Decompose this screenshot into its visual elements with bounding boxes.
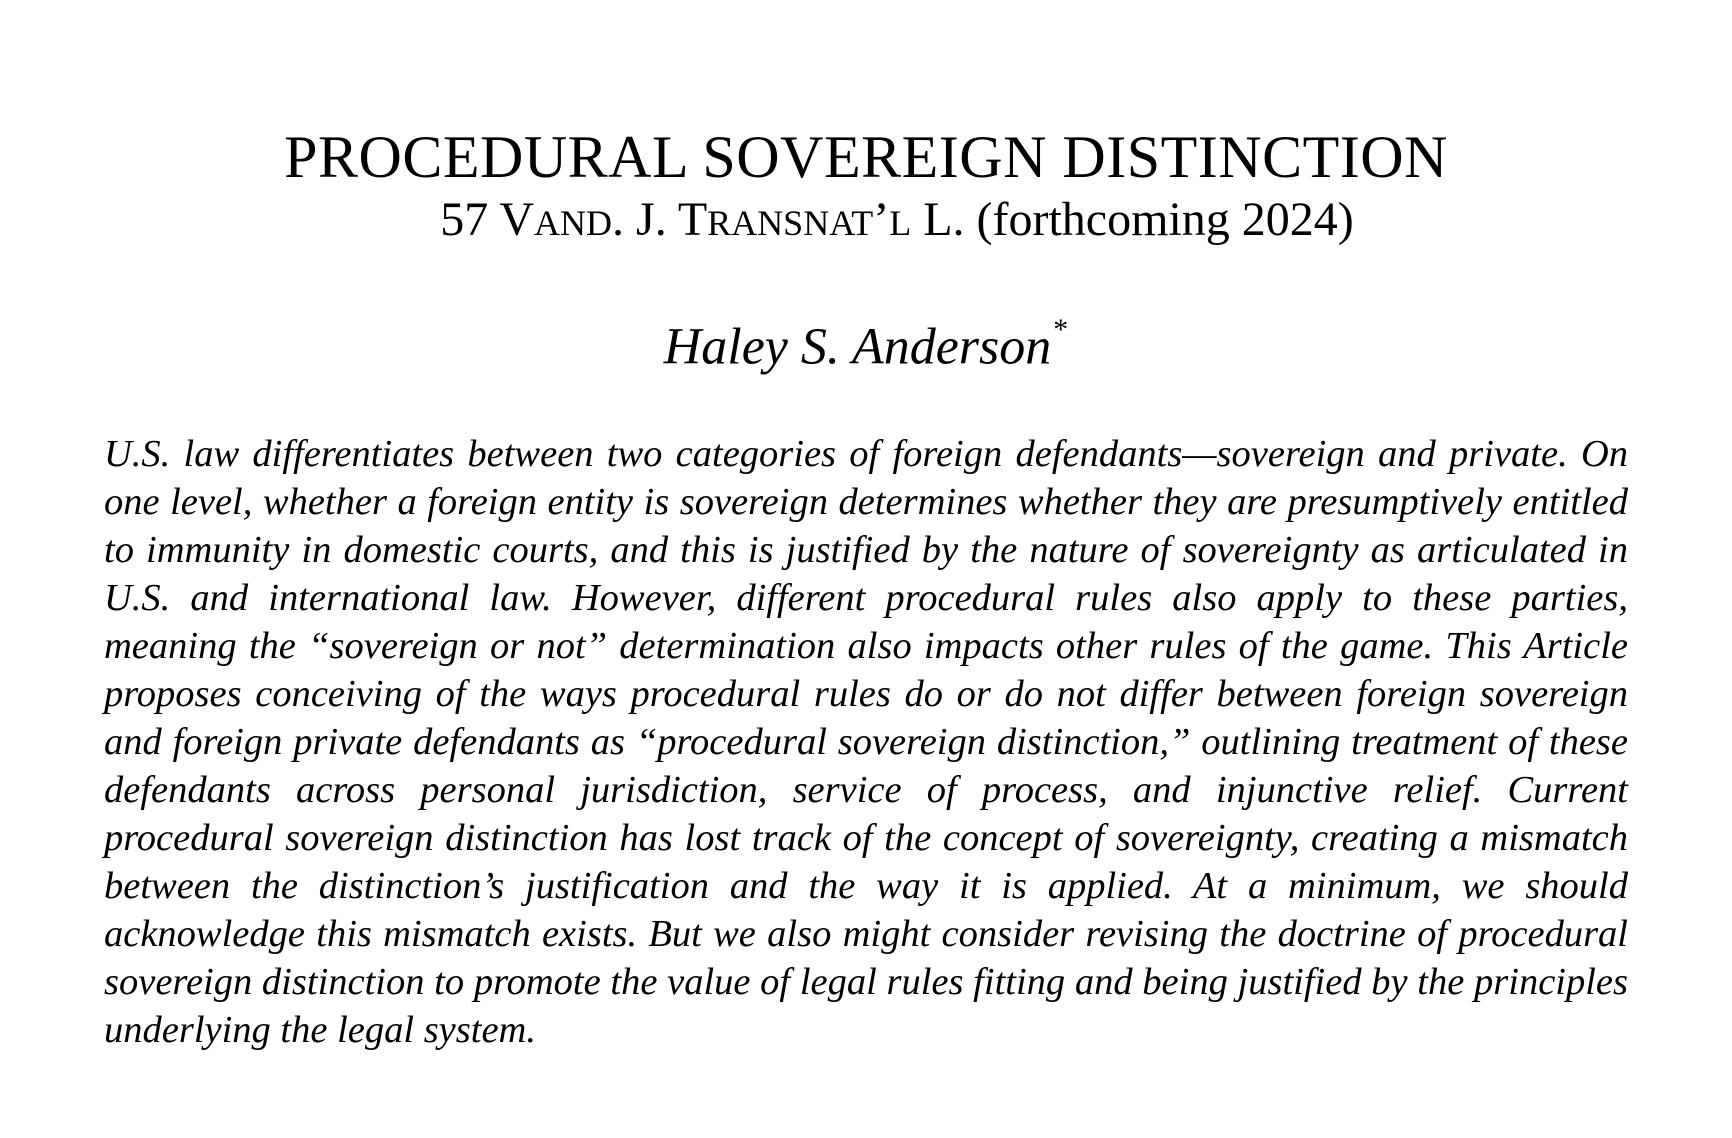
- journal-part: T: [677, 193, 708, 246]
- author-line: [0, 306, 1732, 377]
- journal-citation: [0, 192, 1732, 251]
- author-name: Haley S. Anderson: [663, 318, 1052, 376]
- journal-part: V: [499, 193, 535, 246]
- journal-part: . J.: [612, 193, 678, 246]
- journal-part: AND: [534, 203, 613, 243]
- citation-status: (forthcoming 2024): [976, 193, 1354, 246]
- abstract: U.S. law differentiates between two categories of foreign defendants—sovereign and private. On one level, whether a foreign entity is sovereign determines whether they are presumptively entitled to immunity in domestic courts, and this is justified by the nature of sovereignty as articulated in U.S. and international law. However, different procedural rules also apply to these parties, meaning the “sovereign or not” determination also impacts other rules of the game. This Article proposes conceiving of the ways procedural rules do or do not differ between foreign sovereign and foreign private defendants as “procedural sovereign distinction,” outlining treatment of these defendants across personal jurisdiction, service of process, and injunctive relief. Current procedural sovereign distinction has lost track of the concept of sovereignty, creating a mismatch between the distinction’s justification and the way it is applied. At a minimum, we should acknowledge this mismatch exists. But we also might consider revising the doctrine of procedural sovereign distinction to promote the value of legal rules fitting and being justified by the principles underlying the legal system.: [104, 433, 1628, 1051]
- journal-name: [499, 193, 976, 246]
- journal-part: RANSNAT: [707, 203, 874, 243]
- citation-volume: 57: [440, 193, 489, 246]
- journal-part: L: [889, 203, 912, 243]
- author-footnote-marker[interactable]: *: [1053, 313, 1069, 346]
- journal-part: ’: [873, 193, 890, 246]
- journal-part: L.: [911, 193, 977, 246]
- paper-title: PROCEDURAL SOVEREIGN DISTINCTION: [284, 124, 1448, 190]
